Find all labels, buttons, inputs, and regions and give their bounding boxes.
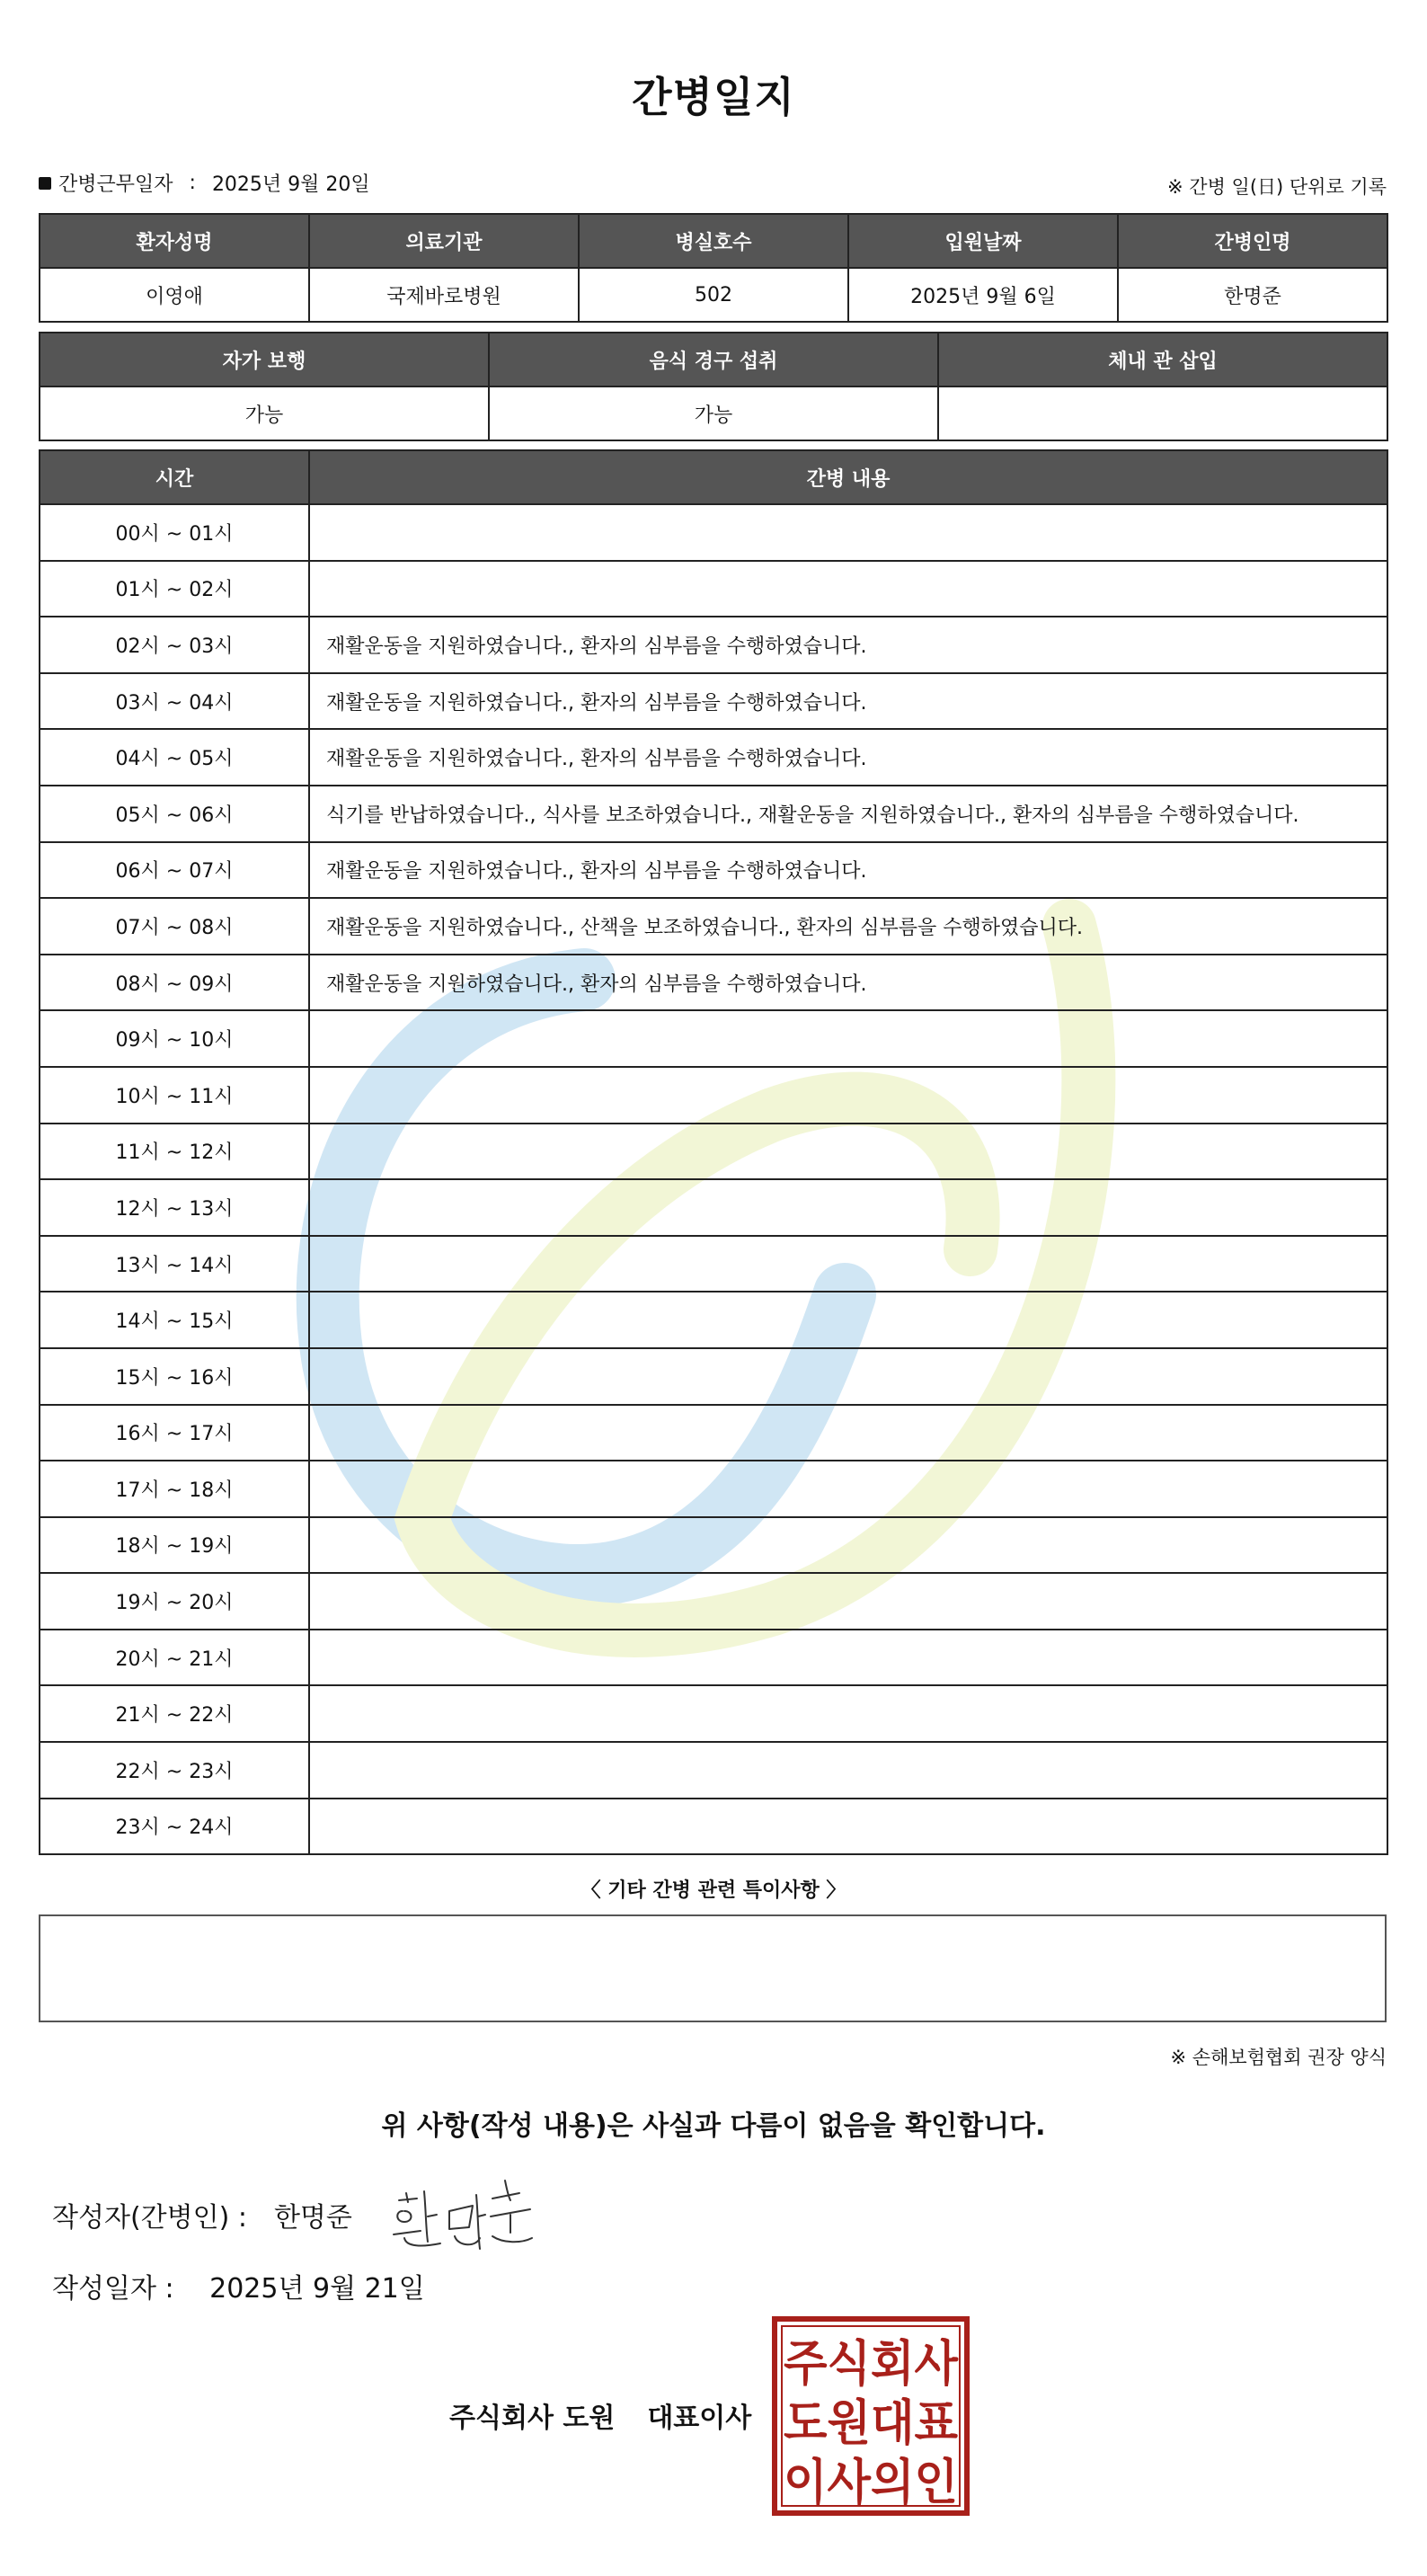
table-row bbox=[40, 386, 1387, 440]
company-role: 대표이사 bbox=[647, 2403, 752, 2434]
hospital-cell: 국제바로병원 bbox=[309, 268, 579, 322]
work-date-row bbox=[39, 169, 1387, 201]
hourly-log-table bbox=[39, 449, 1388, 1855]
time-cell: 18시 ~ 19시 bbox=[40, 1517, 309, 1574]
work-date-value: 2025년 9월 20일 bbox=[211, 173, 370, 196]
table-row bbox=[40, 729, 1387, 786]
time-cell: 00시 ~ 01시 bbox=[40, 504, 309, 561]
care-content-cell bbox=[309, 1179, 1387, 1236]
company-seal-stamp bbox=[771, 2315, 971, 2517]
header-oral-intake: 음식 경구 섭취 bbox=[489, 333, 938, 386]
time-cell: 13시 ~ 14시 bbox=[40, 1236, 309, 1292]
company-signature-line bbox=[449, 2395, 751, 2435]
notes-title: 〈 기타 간병 관련 특이사항 〉 bbox=[581, 1879, 846, 1902]
time-cell: 03시 ~ 04시 bbox=[40, 673, 309, 730]
time-cell: 23시 ~ 24시 bbox=[40, 1799, 309, 1855]
table-row bbox=[40, 1010, 1387, 1067]
header-admission-date: 입원날짜 bbox=[848, 214, 1118, 268]
care-content-cell bbox=[309, 1742, 1387, 1799]
table-header-row bbox=[40, 333, 1387, 386]
care-content-cell bbox=[309, 1405, 1387, 1461]
header-care-content: 간병 내용 bbox=[309, 450, 1387, 504]
written-date-row bbox=[52, 2266, 425, 2305]
table-row bbox=[40, 842, 1387, 899]
time-cell: 09시 ~ 10시 bbox=[40, 1010, 309, 1067]
care-content-cell bbox=[309, 1010, 1387, 1067]
care-content-cell: 재활운동을 지원하였습니다., 환자의 심부름을 수행하였습니다. bbox=[309, 842, 1387, 899]
svg-text:이사의인: 이사의인 bbox=[784, 2456, 958, 2509]
header-tube-insertion: 체내 관 삽입 bbox=[938, 333, 1387, 386]
time-cell: 04시 ~ 05시 bbox=[40, 729, 309, 786]
time-cell: 07시 ~ 08시 bbox=[40, 898, 309, 955]
table-row bbox=[40, 898, 1387, 955]
page-title: 간병일지 bbox=[632, 73, 795, 121]
header-caregiver-name: 간병인명 bbox=[1118, 214, 1387, 268]
table-header-row bbox=[40, 214, 1387, 268]
care-content-cell bbox=[309, 1799, 1387, 1855]
table-row bbox=[40, 1461, 1387, 1517]
time-cell: 14시 ~ 15시 bbox=[40, 1292, 309, 1348]
care-content-cell: 재활운동을 지원하였습니다., 산책을 보조하였습니다., 환자의 심부름을 수행하였습니다. bbox=[309, 898, 1387, 955]
time-cell: 01시 ~ 02시 bbox=[40, 561, 309, 617]
table-row bbox=[40, 504, 1387, 561]
time-cell: 20시 ~ 21시 bbox=[40, 1630, 309, 1686]
care-content-cell bbox=[309, 1067, 1387, 1124]
self-walking-cell: 가능 bbox=[40, 386, 489, 440]
confirmation-statement: 위 사항(작성 내용)은 사실과 다름이 없음을 확인합니다. bbox=[381, 2110, 1046, 2142]
table-row bbox=[40, 1742, 1387, 1799]
notes-box bbox=[39, 1914, 1387, 2022]
table-row bbox=[40, 268, 1387, 322]
writer-label: 작성자(간병인) : bbox=[52, 2202, 247, 2234]
care-content-cell: 재활운동을 지원하였습니다., 환자의 심부름을 수행하였습니다. bbox=[309, 673, 1387, 730]
table-row bbox=[40, 786, 1387, 842]
table-row bbox=[40, 1179, 1387, 1236]
patient-info-table bbox=[39, 213, 1388, 323]
form-note: ※ 손해보험협회 권장 양식 bbox=[1170, 2047, 1387, 2068]
care-content-cell bbox=[309, 1292, 1387, 1348]
time-cell: 05시 ~ 06시 bbox=[40, 786, 309, 842]
table-row bbox=[40, 1348, 1387, 1405]
svg-text:도원대표: 도원대표 bbox=[784, 2396, 958, 2450]
table-header-row bbox=[40, 450, 1387, 504]
admission-date-cell: 2025년 9월 6일 bbox=[848, 268, 1118, 322]
work-date-separator: : bbox=[189, 172, 196, 194]
care-content-cell bbox=[309, 1630, 1387, 1686]
table-row bbox=[40, 1405, 1387, 1461]
header-room-number: 병실호수 bbox=[579, 214, 848, 268]
room-number-cell: 502 bbox=[579, 268, 848, 322]
time-cell: 06시 ~ 07시 bbox=[40, 842, 309, 899]
tube-insertion-cell bbox=[938, 386, 1387, 440]
time-cell: 17시 ~ 18시 bbox=[40, 1461, 309, 1517]
time-cell: 11시 ~ 12시 bbox=[40, 1124, 309, 1180]
care-content-cell bbox=[309, 1236, 1387, 1292]
table-row bbox=[40, 1630, 1387, 1686]
care-content-cell bbox=[309, 1124, 1387, 1180]
header-self-walking: 자가 보행 bbox=[40, 333, 489, 386]
written-date-label: 작성일자 : bbox=[52, 2273, 174, 2305]
care-content-cell: 재활운동을 지원하였습니다., 환자의 심부름을 수행하였습니다. bbox=[309, 955, 1387, 1011]
table-row bbox=[40, 1124, 1387, 1180]
patient-ability-table bbox=[39, 332, 1388, 441]
care-content-cell bbox=[309, 504, 1387, 561]
care-content-cell bbox=[309, 561, 1387, 617]
care-content-cell: 식기를 반납하였습니다., 식사를 보조하였습니다., 재활운동을 지원하였습니다., 환자의 심부름을 수행하였습니다. bbox=[309, 786, 1387, 842]
care-content-cell bbox=[309, 1685, 1387, 1742]
header-hospital: 의료기관 bbox=[309, 214, 579, 268]
table-row bbox=[40, 1292, 1387, 1348]
care-content-cell bbox=[309, 1348, 1387, 1405]
time-cell: 10시 ~ 11시 bbox=[40, 1067, 309, 1124]
time-cell: 08시 ~ 09시 bbox=[40, 955, 309, 1011]
care-content-cell bbox=[309, 1573, 1387, 1630]
table-row bbox=[40, 1236, 1387, 1292]
table-row bbox=[40, 1067, 1387, 1124]
svg-text:주식회사: 주식회사 bbox=[784, 2337, 959, 2391]
time-cell: 15시 ~ 16시 bbox=[40, 1348, 309, 1405]
time-cell: 12시 ~ 13시 bbox=[40, 1179, 309, 1236]
care-content-cell bbox=[309, 1461, 1387, 1517]
table-row bbox=[40, 673, 1387, 730]
unit-note: ※ 간병 일(日) 단위로 기록 bbox=[1167, 176, 1387, 198]
care-content-cell bbox=[309, 1517, 1387, 1574]
time-cell: 19시 ~ 20시 bbox=[40, 1573, 309, 1630]
time-cell: 21시 ~ 22시 bbox=[40, 1685, 309, 1742]
table-row bbox=[40, 955, 1387, 1011]
written-date-value: 2025년 9월 21일 bbox=[209, 2273, 425, 2305]
work-date-label: 간병근무일자 bbox=[58, 173, 173, 196]
table-row bbox=[40, 1685, 1387, 1742]
table-row bbox=[40, 1799, 1387, 1855]
time-cell: 16시 ~ 17시 bbox=[40, 1405, 309, 1461]
table-row bbox=[40, 1573, 1387, 1630]
header-time: 시간 bbox=[40, 450, 309, 504]
log-table-body bbox=[40, 504, 1387, 1854]
company-name: 주식회사 도원 bbox=[449, 2403, 616, 2434]
caregiver-name-cell: 한명준 bbox=[1118, 268, 1387, 322]
table-row bbox=[40, 1517, 1387, 1574]
bullet-square-icon bbox=[39, 177, 51, 190]
writer-row bbox=[52, 2195, 352, 2234]
time-cell: 02시 ~ 03시 bbox=[40, 617, 309, 673]
header-patient-name: 환자성명 bbox=[40, 214, 309, 268]
table-row bbox=[40, 617, 1387, 673]
patient-name-cell: 이영애 bbox=[40, 268, 309, 322]
time-cell: 22시 ~ 23시 bbox=[40, 1742, 309, 1799]
handwritten-signature bbox=[386, 2175, 548, 2256]
oral-intake-cell: 가능 bbox=[489, 386, 938, 440]
care-content-cell: 재활운동을 지원하였습니다., 환자의 심부름을 수행하였습니다. bbox=[309, 729, 1387, 786]
care-content-cell: 재활운동을 지원하였습니다., 환자의 심부름을 수행하였습니다. bbox=[309, 617, 1387, 673]
writer-name: 한명준 bbox=[273, 2202, 352, 2234]
table-row bbox=[40, 561, 1387, 617]
